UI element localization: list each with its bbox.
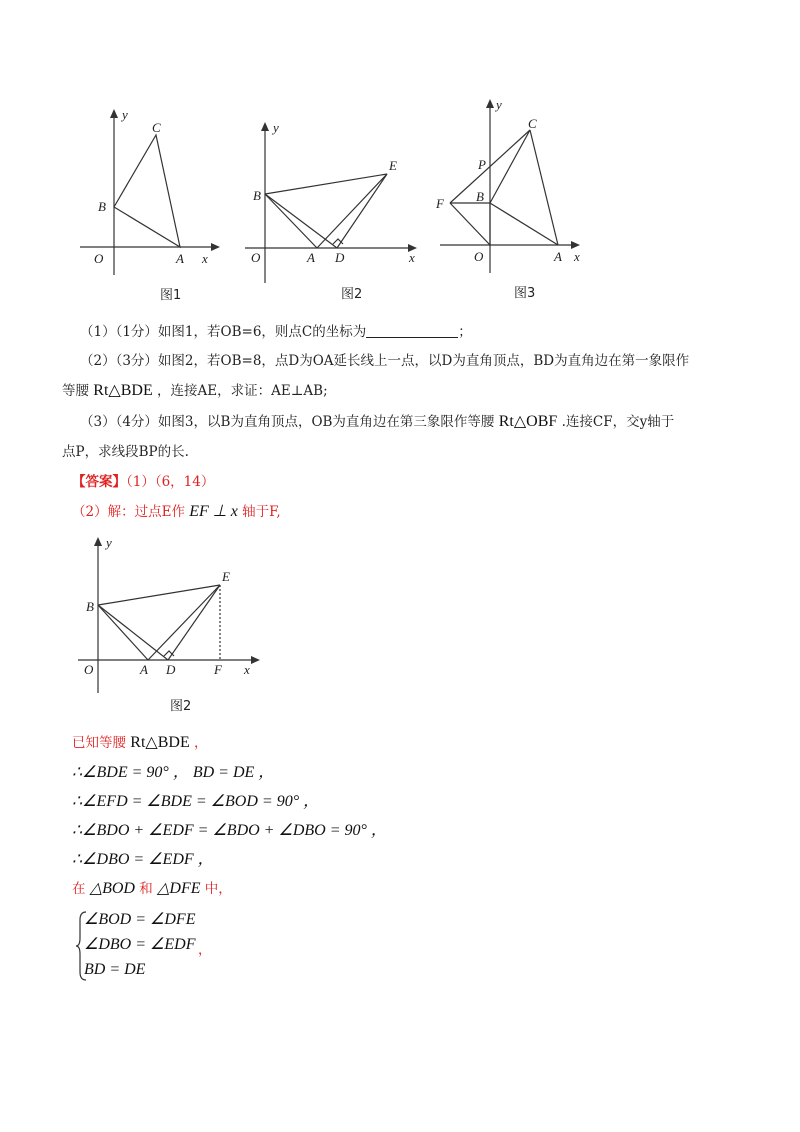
answer-blank xyxy=(366,323,458,338)
fig1-label-c: C xyxy=(152,120,161,135)
system-comma: ， xyxy=(198,942,212,958)
fig4-caption: 图2 xyxy=(170,699,192,714)
answer-1: 【答案】（1）（6，14） xyxy=(72,474,215,490)
system-eq-1: ∠BOD = ∠DFE xyxy=(84,911,196,928)
system-eq-2: ∠DBO = ∠EDF xyxy=(84,936,196,953)
math-ef-perp-x: EF ⊥ x xyxy=(189,503,238,520)
proof-step-1: 已知等腰 Rt△BDE ， xyxy=(72,734,208,751)
answer-2-intro: （2）解：过点E作 EF ⊥ x 轴于F, xyxy=(72,503,281,520)
math-rt-obf: Rt△OBF xyxy=(498,413,558,430)
fig1-label-o: O xyxy=(94,251,104,266)
fig4-label-a: A xyxy=(140,662,148,677)
fig2-label-d: D xyxy=(335,250,345,265)
fig4-label-o: O xyxy=(84,662,94,677)
figure-1 xyxy=(80,105,230,305)
fig2-label-x: x xyxy=(409,250,415,265)
fig3-label-c: C xyxy=(528,116,537,131)
fig1-label-y: y xyxy=(122,107,128,122)
fig3-label-f: F xyxy=(436,196,444,211)
answer-label: 【答案】 xyxy=(72,474,126,490)
fig4-label-b: B xyxy=(86,599,94,614)
fig2-label-e: E xyxy=(389,158,397,173)
fig4-label-x: x xyxy=(244,662,250,677)
fig1-caption: 图1 xyxy=(160,288,182,303)
figure-2 xyxy=(245,118,425,308)
proof-step-6: 在 △BOD 和 △DFE 中， xyxy=(72,880,232,897)
question-3-line-1: （3）（4分）如图3，以B为直角顶点，OB为直角边在第三象限作等腰 Rt△OBF .连接CF，交y轴于 xyxy=(80,413,675,430)
figure-answer-2 xyxy=(78,533,268,723)
fig3-caption: 图3 xyxy=(514,286,536,301)
question-2-line-1: （2）（3分）如图2，若OB=8，点D为OA延长线上一点，以D为直角顶点，BD为直角边在第一象限作 xyxy=(80,353,690,369)
fig2-label-y: y xyxy=(273,120,279,135)
fig3-label-y: y xyxy=(496,97,502,112)
figure-3 xyxy=(430,95,590,305)
fig1-label-b: B xyxy=(98,199,106,214)
proof-step-4: ∴∠BDO + ∠EDF = ∠BDO + ∠DBO = 90° ， xyxy=(72,822,387,839)
proof-step-2: ∴∠BDE = 90° ， BD = DE ， xyxy=(72,764,275,781)
fig3-label-o: O xyxy=(474,249,484,264)
fig3-label-p: P xyxy=(478,157,486,172)
fig3-label-x: x xyxy=(574,249,580,264)
proof-step-3: ∴∠EFD = ∠BDE = ∠BOD = 90° ， xyxy=(72,793,320,810)
question-3-line-2: 点P，求线段BP的长. xyxy=(62,444,189,460)
fig4-label-e: E xyxy=(222,569,230,584)
math-rt-bde: Rt△BDE xyxy=(93,382,153,399)
fig2-label-o: O xyxy=(251,250,261,265)
fig2-caption: 图2 xyxy=(341,287,363,302)
fig4-label-y: y xyxy=(106,535,112,550)
proof-step-5: ∴∠DBO = ∠EDF ， xyxy=(72,851,214,868)
fig1-label-x: x xyxy=(202,251,208,266)
system-eq-3: BD = DE xyxy=(84,961,146,978)
fig3-label-b: B xyxy=(476,189,484,204)
question-1: （1）（1分）如图1，若OB=6，则点C的坐标为 ； xyxy=(80,324,472,340)
fig4-label-d: D xyxy=(166,662,176,677)
fig4-label-f: F xyxy=(214,662,222,677)
fig2-label-a: A xyxy=(307,250,315,265)
fig2-label-b: B xyxy=(253,188,261,203)
fig3-label-a: A xyxy=(554,249,562,264)
fig1-label-a: A xyxy=(176,251,184,266)
question-2-line-2: 等腰 Rt△BDE ，连接AE，求证：AE⊥AB; xyxy=(62,382,328,399)
